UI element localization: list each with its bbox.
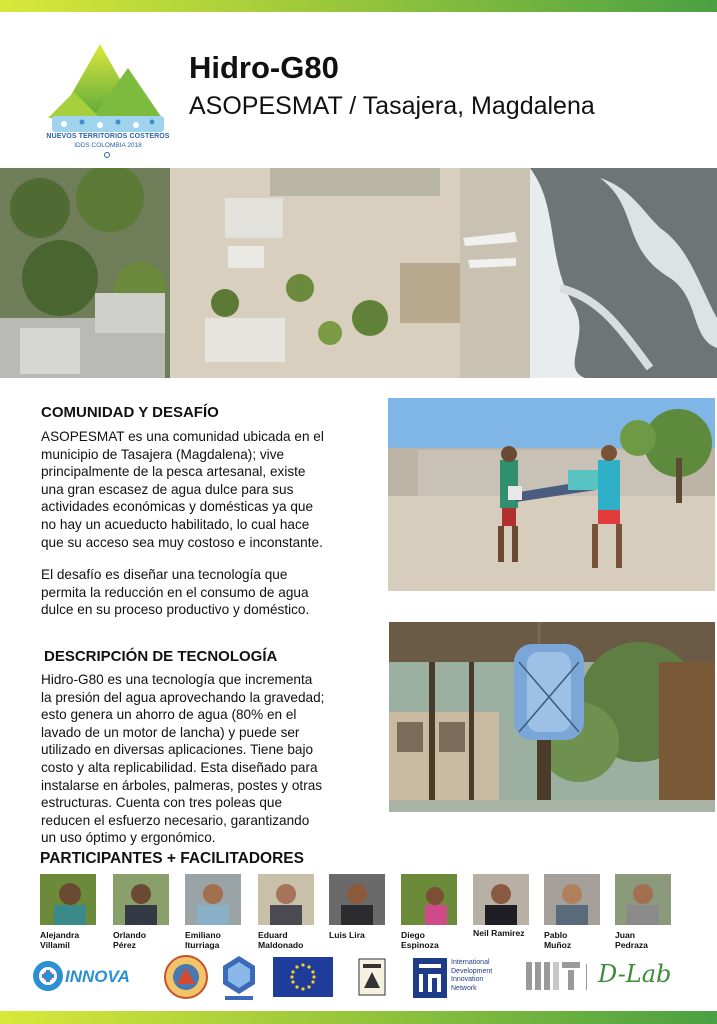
participant-name: Neil Ramirez xyxy=(473,928,525,938)
participant-photo xyxy=(615,874,671,925)
logo-divider xyxy=(586,964,587,990)
idin-logo xyxy=(413,958,493,1003)
participant-surname: Pérez xyxy=(113,940,136,950)
participant-name: Emiliano xyxy=(185,930,221,940)
participant-photo xyxy=(40,874,96,925)
participant-name: Pablo xyxy=(544,930,568,940)
participant-photo xyxy=(473,874,529,925)
community-paragraph-1: ASOPESMAT es una comunidad ubicada en el municipio de Tasajera (Magdalena); vive principalmente de la pesca artesanal, existe una gran escasez de agua dulce para sus actividades económicas y domésticas ya que no hay un acueducto habilitado, lo cual hace que su acceso sea muy costoso e inconstante. xyxy=(41,429,324,550)
participant-name: Orlando xyxy=(113,930,146,940)
pescadores-logo xyxy=(358,958,386,1001)
participant-name: Alejandra xyxy=(40,930,80,940)
participant-surname: Muñoz xyxy=(544,940,572,950)
participant-name: Eduard xyxy=(258,930,288,940)
logo-subtitle: IDDS COLOMBIA 2018 xyxy=(74,142,142,149)
technology-paragraph: Hidro-G80 es una tecnología que incrementa la presión del agua aprovechando la gravedad; esto genera un ahorro de agua (80% en el lavado de un motor de lancha) y puede ser utilizado en diversas aplicaciones. Tiene bajo costo y alta replicabilidad. Esta diseñado para instalarse en árboles, palmeras, postes y otras estructuras. Cuenta con tres poleas que reducen el esfuerzo necesario, garantizando un uso óptimo y ergonómico. xyxy=(41,672,325,846)
participant-surname: Pedraza xyxy=(615,940,648,950)
participant-photo xyxy=(401,874,457,925)
top-accent-bar xyxy=(0,0,717,12)
innova-logo xyxy=(32,958,144,999)
logo-seal-icon xyxy=(104,152,110,158)
participant-surname: Villamil xyxy=(40,940,70,950)
participant-photo xyxy=(544,874,600,925)
participant-name: Diego xyxy=(401,930,425,940)
community-paragraph-2: El desafío es diseñar una tecnología que permita la reducción en el consumo de agua dulce en su proceso productivo y doméstico. xyxy=(41,567,310,618)
invemar-logo xyxy=(219,954,259,1007)
eu-flag-icon xyxy=(273,957,333,1002)
participants-heading: PARTICIPANTES + FACILITADORES xyxy=(40,850,304,867)
aerial-photo xyxy=(0,168,717,378)
community-heading: COMUNIDAD Y DESAFÍO xyxy=(41,404,219,421)
participant-photo xyxy=(258,874,314,925)
participant-name: Juan xyxy=(615,930,636,940)
dlab-wordmark: D-Lab xyxy=(598,960,672,988)
innova-wordmark: INNOVA xyxy=(65,967,130,986)
technology-heading: DESCRIPCIÓN DE TECNOLOGÍA xyxy=(44,648,278,665)
idin-text: International Development Innovation Network xyxy=(451,959,493,992)
bottom-accent-bar xyxy=(0,1011,717,1024)
mit-logo xyxy=(526,962,580,995)
page-subtitle: ASOPESMAT / Tasajera, Magdalena xyxy=(189,92,595,120)
page-title: Hidro-G80 xyxy=(189,50,339,85)
logo-name: NUEVOS TERRITORIOS COSTEROS xyxy=(46,133,170,140)
participant-photo xyxy=(113,874,169,925)
partner-logos xyxy=(0,952,717,1008)
university-seal-icon xyxy=(163,954,209,1005)
participant-name: Luis Lira xyxy=(329,930,365,940)
technology-photo xyxy=(389,622,715,812)
participant-surname: Maldonado xyxy=(258,940,304,950)
participant-photo xyxy=(329,874,385,925)
community-photo xyxy=(388,398,715,591)
participant-surname: Espinoza xyxy=(401,940,439,950)
participant-surname: Iturriaga xyxy=(185,940,220,950)
participant-photo xyxy=(185,874,241,925)
